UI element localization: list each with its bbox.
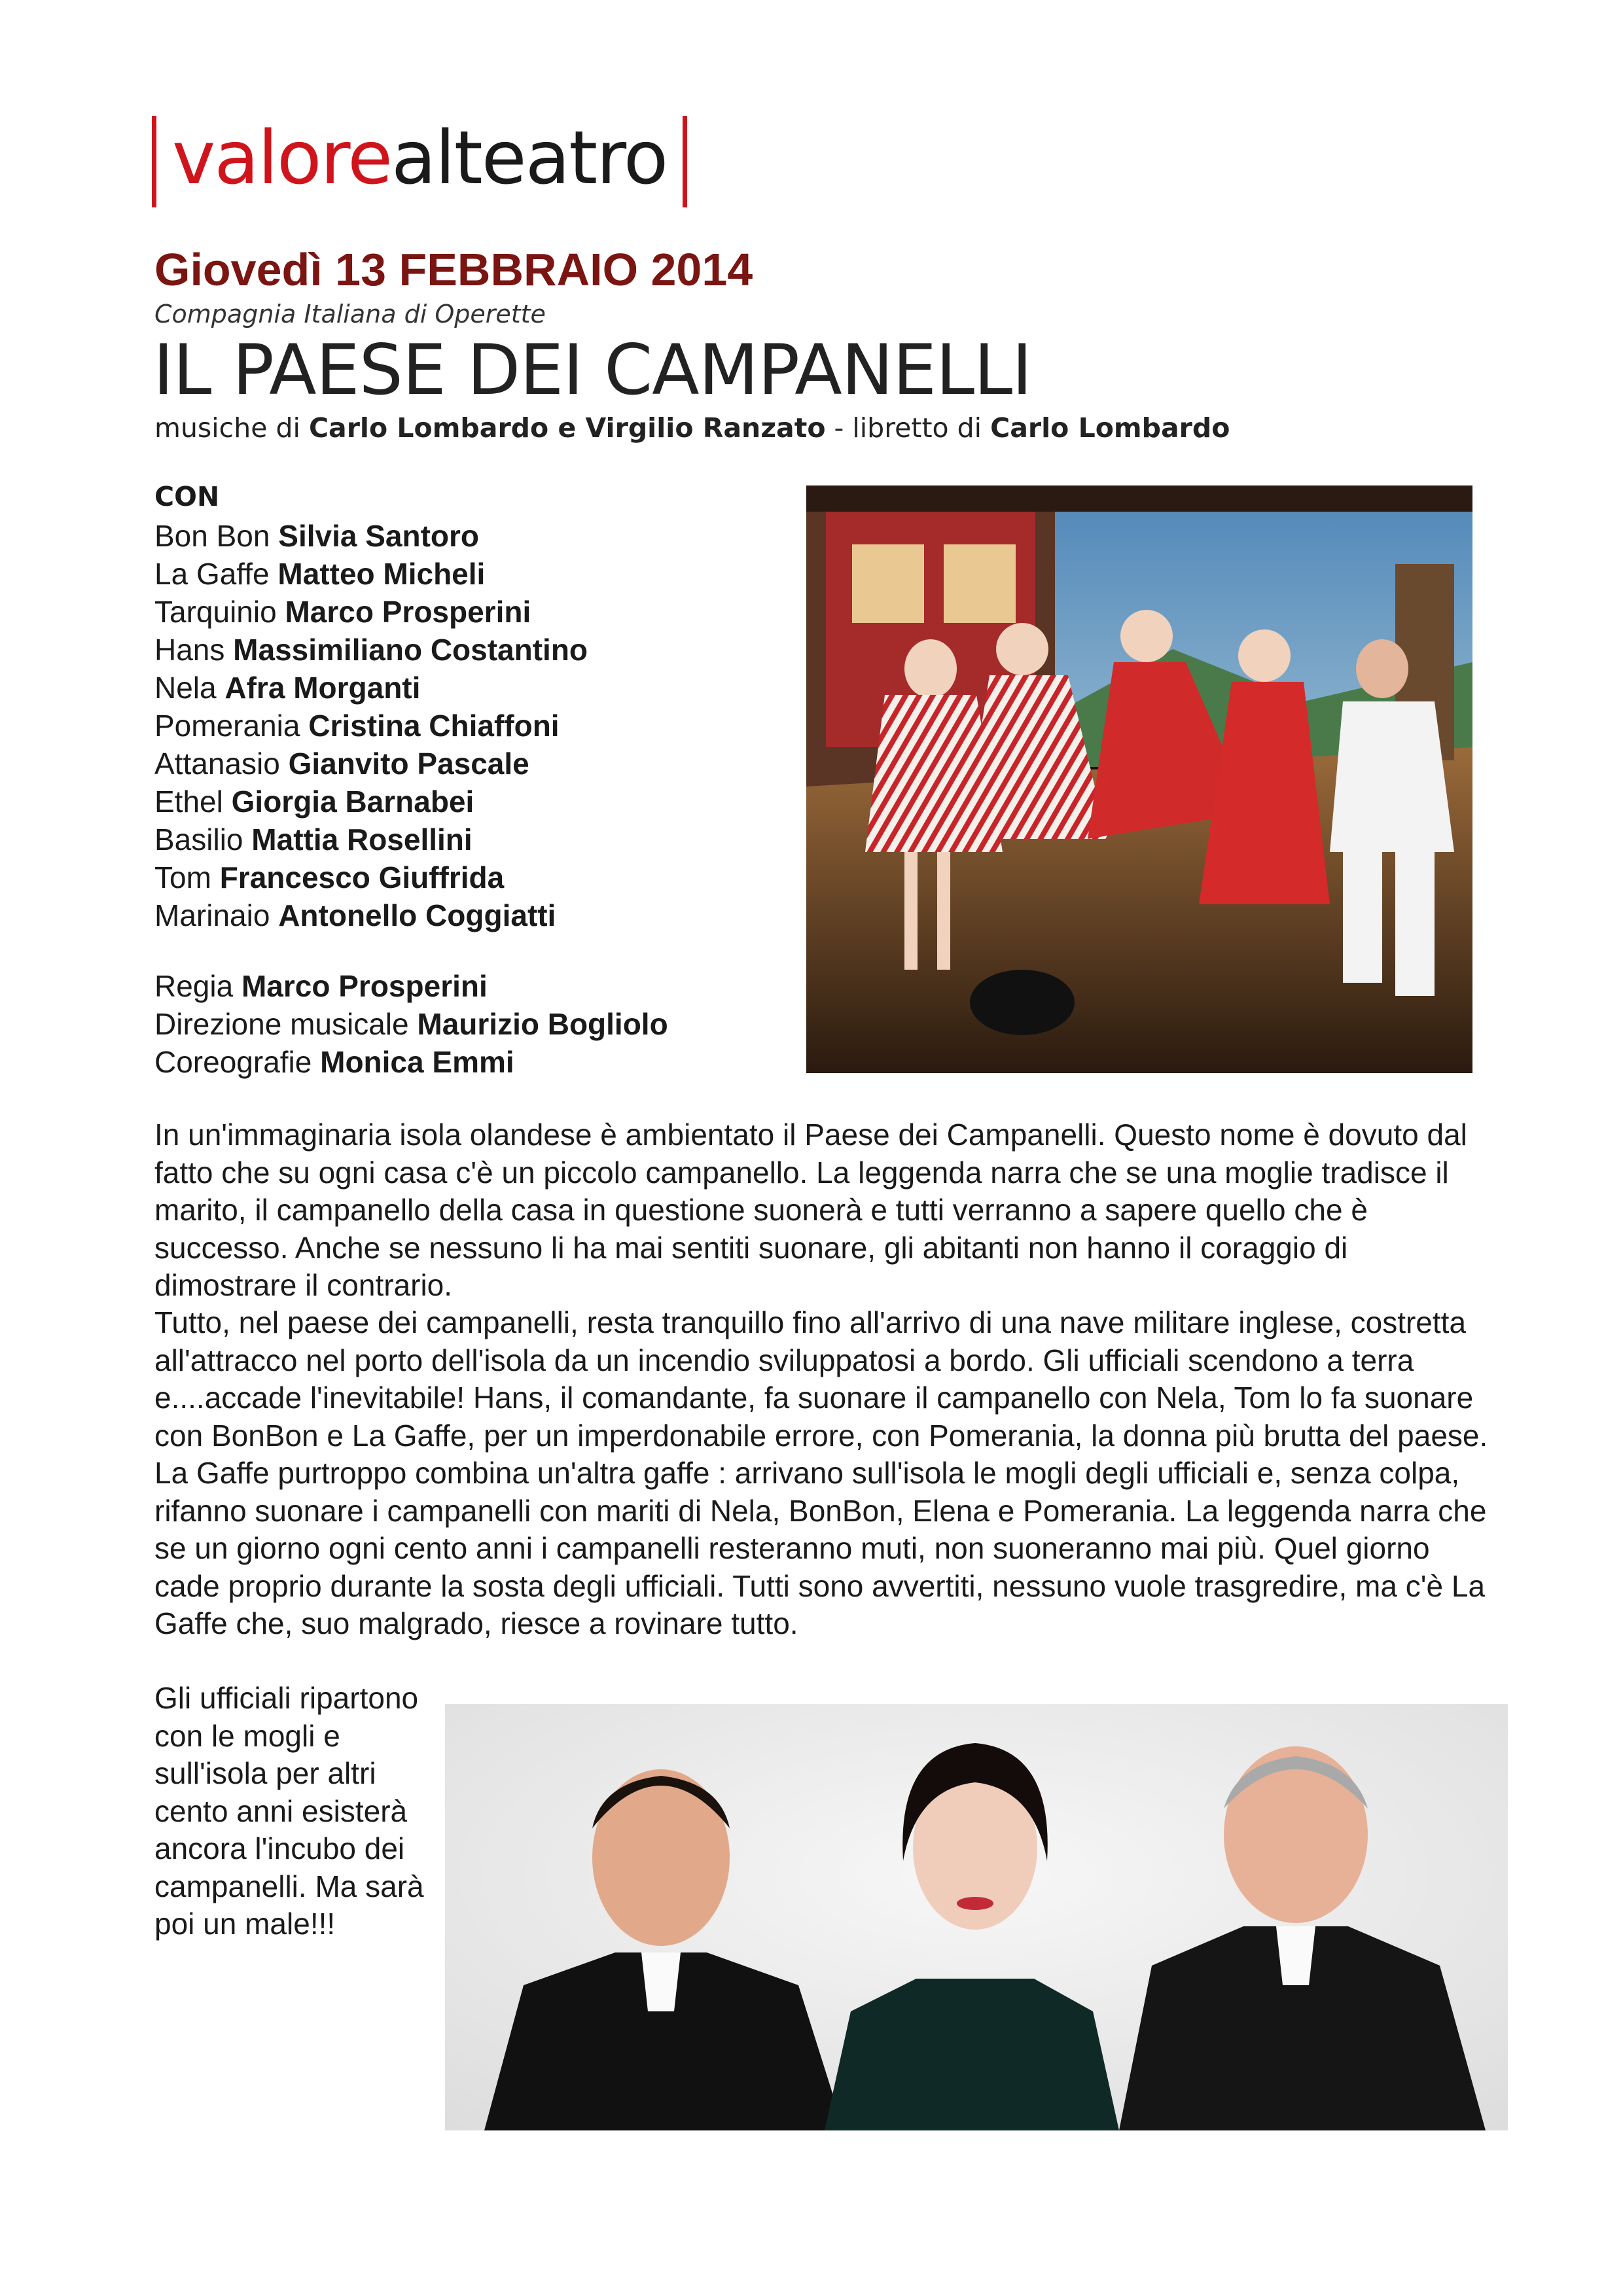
synopsis-paragraph-3: Gli ufficiali ripartono con le mogli e sull'isola per altri cento anni esisterà ancora l'incubo dei campanelli. Ma sarà poi un male!!! [154,1681,424,1941]
libretto-label: libretto di [852,412,982,444]
event-date: Giovedì 13 FEBBRAIO 2014 [154,244,753,295]
stage-photo [806,486,1472,1073]
cast-list [154,517,588,934]
cast-item: Tarquinio Marco Prosperini [154,595,531,629]
cast-item: Marinaio Antonello Coggiatti [154,898,556,932]
credits-line [154,412,1230,444]
cast-heading: CON [154,481,220,512]
libretto-author: Carlo Lombardo [990,412,1230,444]
music-label: musiche di [154,412,300,444]
cast-item: La Gaffe Matteo Micheli [154,557,486,591]
cast-item: Basilio Mattia Rosellini [154,822,473,857]
cast-item: Ethel Giorgia Barnabei [154,785,474,819]
logo-text: valorealteatro [172,116,668,201]
logo [152,113,687,211]
cast-portrait-photo [445,1704,1508,2130]
logo-bar-right [683,116,687,207]
staff-item: Direzione musicale Maurizio Bogliolo [154,1007,668,1041]
company-name: Compagnia Italiana di Operette [154,300,546,328]
cast-item: Attanasio Gianvito Pascale [154,747,529,781]
credits-separator: - [834,412,844,444]
cast-item: Bon Bon Silvia Santoro [154,519,480,553]
synopsis-paragraph-1: In un'immaginaria isola olandese è ambientato il Paese dei Campanelli. Questo nome è dovuto dal fatto che su ogni casa c'è un piccolo campanello. La leggenda narra che se una moglie tradisce il marito, il campanello della casa in questione suonerà e tutti verranno a sapere quello che è successo. Anche se nessuno li ha mai sentiti suonare, gli abitanti non hanno il coraggio di dimostrare il contrario. [154,1118,1467,1302]
synopsis-paragraph-2: Tutto, nel paese dei campanelli, resta tranquillo fino all'arrivo di una nave militare inglese, costretta all'attracco nel porto dell'isola da un incendio sviluppatosi a bordo. Gli ufficiali scendono a terra e....accade l'inevitabile! Hans, il comandante, fa suonare il campanello con Nela, Tom lo fa suonare con BonBon e La Gaffe, per un imperdonabile errore, con Pomerania, la donna più brutta del paese. La Gaffe purtroppo combina un'altra gaffe : arrivano sull'isola le mogli degli ufficiali e, senza colpa, rifanno suonare i campanelli con mariti di Nela, BonBon, Elena e Pomerania. La leggenda narra che se un giorno ogni cento anni i campanelli resteranno muti, non suoneranno mai più. Quel giorno cade proprio durante la sosta degli ufficiali. Tutti sono avvertiti, nessuno vuole trasgredire, ma c'è La Gaffe che, suo malgrado, riesce a rovinare tutto. [154,1305,1488,1640]
cast-item: Tom Francesco Giuffrida [154,860,505,894]
staff-item: Coreografie Monica Emmi [154,1045,514,1079]
logo-bar-left [152,116,156,207]
cast-item: Pomerania Cristina Chiaffoni [154,709,560,743]
music-authors: Carlo Lombardo e Virgilio Ranzato [308,412,826,444]
staff-list [154,967,668,1081]
cast-item: Hans Massimiliano Costantino [154,633,588,667]
staff-item: Regia Marco Prosperini [154,969,488,1003]
cast-item: Nela Afra Morganti [154,671,421,705]
page-title: IL PAESE DEI CAMPANELLI [153,330,1032,410]
